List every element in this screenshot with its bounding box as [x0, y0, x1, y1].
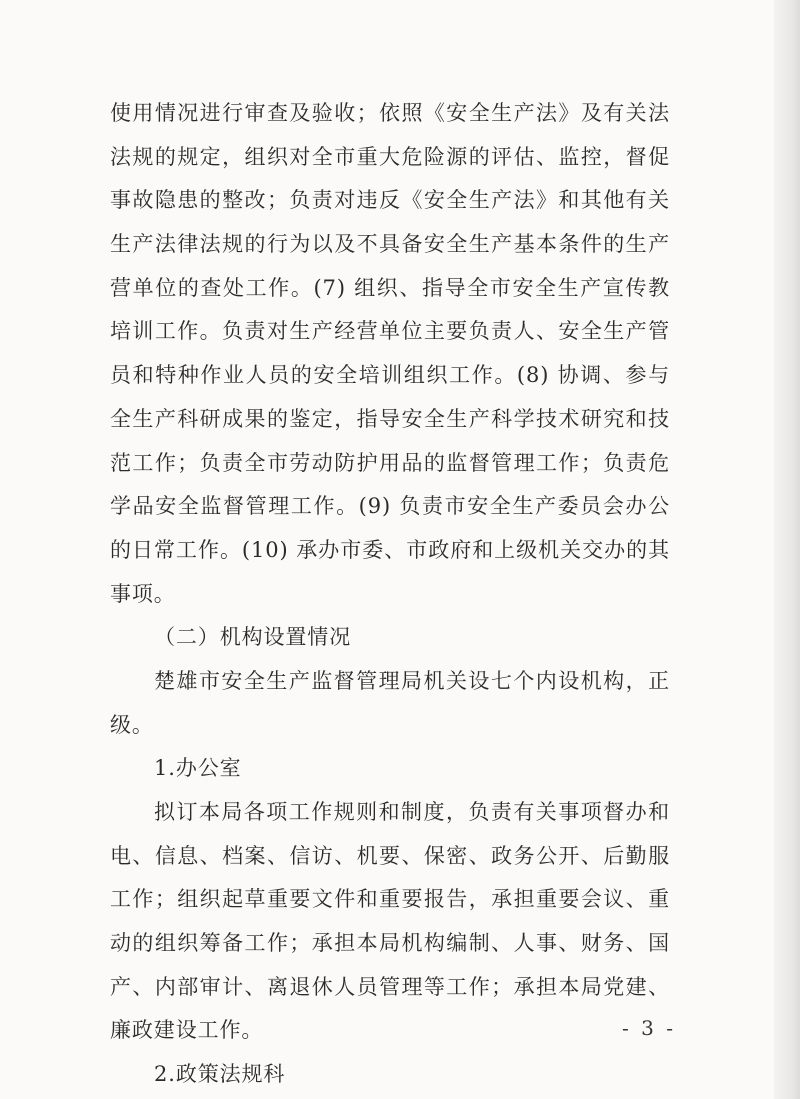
section-heading: （二）机构设置情况: [154, 625, 352, 650]
text-line: 工作；组织起草重要文件和重要报告，承担重要会议、重: [110, 887, 670, 912]
text-line: 产、内部审计、离退休人员管理等工作；承担本局党建、: [110, 974, 670, 999]
subheading: 2.政策法规科: [154, 1062, 286, 1087]
text-line: 学品安全监督管理工作。(9) 负责市安全生产委员会办公: [110, 494, 670, 519]
text-line: 事故隐患的整改；负责对违反《安全生产法》和其他有关: [110, 188, 670, 213]
text-line: 动的组织筹备工作；承担本局机构编制、人事、财务、国: [110, 931, 670, 956]
text-line: 营单位的查处工作。(7) 组织、指导全市安全生产宣传教: [110, 275, 670, 300]
text-line: 拟订本局各项工作规则和制度，负责有关事项督办和: [154, 800, 670, 824]
text-line: 生产法律法规的行为以及不具备安全生产基本条件的生产: [110, 232, 670, 257]
scan-edge-shadow: [774, 0, 800, 1099]
text-line: 的日常工作。(10) 承办市委、市政府和上级机关交办的其: [110, 537, 670, 562]
text-line: 电、信息、档案、信访、机要、保密、政务公开、后勤服: [110, 843, 670, 868]
page-number: - 3 -: [622, 1016, 676, 1040]
text-line: 全生产科研成果的鉴定，指导安全生产科学技术研究和技: [110, 406, 670, 431]
document-body: [110, 92, 670, 1099]
text-line: 员和特种作业人员的安全培训组织工作。(8) 协调、参与: [110, 363, 670, 388]
text-line: 范工作；负责全市劳动防护用品的监督管理工作；负责危: [110, 450, 670, 475]
text-line: 使用情况进行审查及验收；依照《安全生产法》及有关法: [110, 101, 670, 125]
text-line: 廉政建设工作。: [110, 1018, 264, 1043]
text-line: 级。: [110, 712, 154, 737]
subheading: 1.办公室: [154, 756, 242, 781]
text-line: 培训工作。负责对生产经营单位主要负责人、安全生产管: [110, 319, 670, 344]
text-line: 法规的规定，组织对全市重大危险源的评估、监控，督促: [110, 144, 670, 169]
text-line: 楚雄市安全生产监督管理局机关设七个内设机构，正: [154, 668, 670, 693]
text-line: 事项。: [110, 581, 176, 606]
